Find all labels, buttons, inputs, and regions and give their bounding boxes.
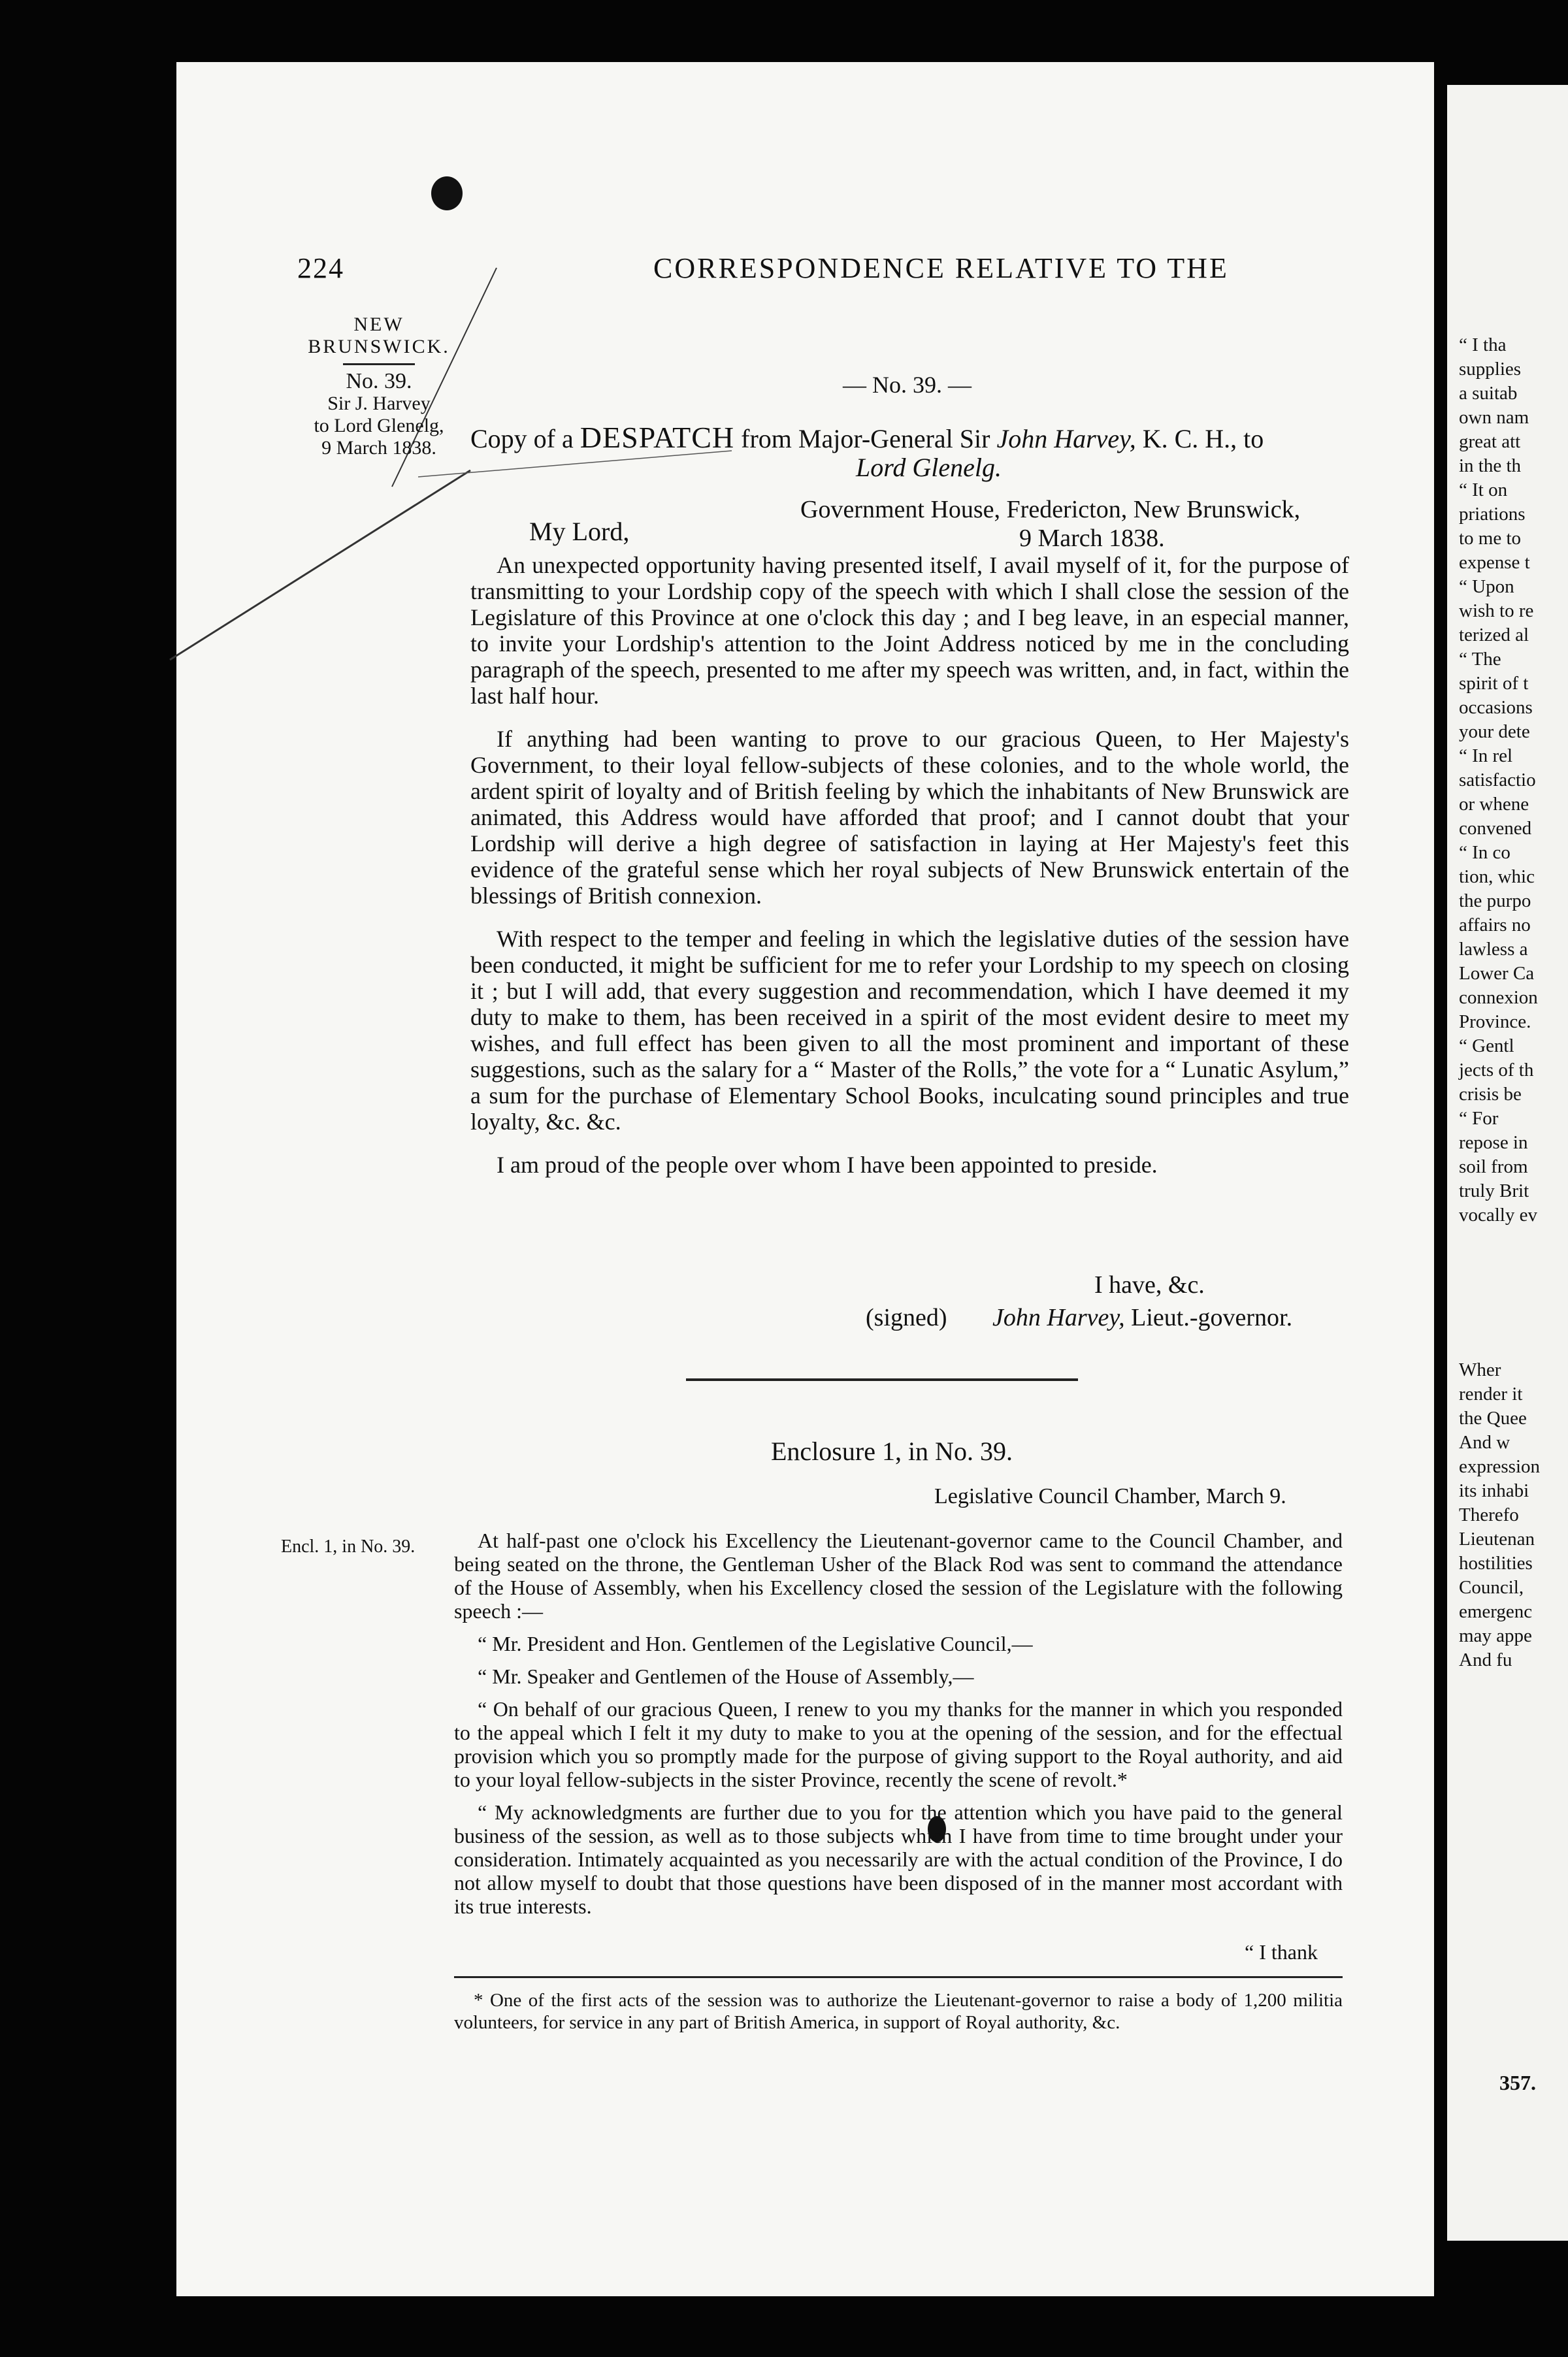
paragraph: “ Mr. President and Hon. Gentlemen of the Legislative Council,— bbox=[478, 1632, 1033, 1655]
adjacent-line: “ The bbox=[1459, 649, 1501, 670]
spacer bbox=[1459, 1345, 1568, 1358]
adjacent-line: terized al bbox=[1459, 625, 1529, 645]
adjacent-line: soil from bbox=[1459, 1156, 1528, 1177]
adjacent-line: priations bbox=[1459, 504, 1526, 525]
adjacent-line: tion, whic bbox=[1459, 866, 1535, 887]
adjacent-line: crisis be bbox=[1459, 1084, 1522, 1105]
enclosure-title: Enclosure 1, in No. 39. bbox=[771, 1437, 1013, 1466]
margin-number: No. 39. bbox=[346, 369, 412, 393]
adjacent-page-number: 357. bbox=[1499, 2071, 1536, 2094]
catchword: “ I thank bbox=[1245, 1940, 1318, 1964]
adjacent-line: affairs no bbox=[1459, 915, 1531, 935]
adjacent-line: “ In co bbox=[1459, 842, 1511, 863]
margin-province: NEW BRUNSWICK. bbox=[308, 314, 450, 357]
margin-note bbox=[287, 314, 470, 459]
enclosure-margin-note: Encl. 1, in No. 39. bbox=[281, 1536, 416, 1557]
enclosure-body bbox=[454, 1529, 1343, 1927]
adjacent-line: “ It on bbox=[1459, 480, 1508, 500]
ink-blot bbox=[431, 176, 463, 210]
adjacent-line: Lower Ca bbox=[1459, 963, 1535, 984]
spacer bbox=[1459, 1227, 1568, 1241]
despatch-number: — No. 39. — bbox=[843, 372, 972, 398]
despatch-heading bbox=[470, 423, 1365, 482]
paragraph: I am proud of the people over whom I have been appointed to preside. bbox=[497, 1152, 1158, 1178]
spacer bbox=[1459, 1306, 1568, 1319]
salutation: My Lord, bbox=[529, 517, 630, 546]
adjacent-line: “ For bbox=[1459, 1108, 1499, 1129]
signer-title: Lieut.-governor. bbox=[1131, 1304, 1293, 1331]
spacer bbox=[1459, 1319, 1568, 1332]
adjacent-line: And fu bbox=[1459, 1650, 1512, 1670]
spacer bbox=[1459, 1254, 1568, 1267]
adjacent-line: its inhabi bbox=[1459, 1480, 1529, 1501]
paragraph: An unexpected opportunity having presented itself, I avail myself of it, for the purpose of transmitting to your Lordship copy of the speech with which I shall close the session of the Legislature of this Province at one o'clock this day ; and I beg leave, in an especial manner, to invite your Lordship's attention to the Joint Address noticed by me in the concluding paragraph of the speech, presented to me after my speech was written, and, in fact, within the last half hour. bbox=[470, 552, 1349, 709]
adjacent-line: truly Brit bbox=[1459, 1180, 1529, 1201]
adjacent-line: And w bbox=[1459, 1432, 1511, 1453]
adjacent-line: expression bbox=[1459, 1456, 1541, 1477]
copy-rest: from Major-General Sir bbox=[741, 424, 990, 453]
margin-line: 9 March 1838. bbox=[321, 437, 436, 459]
despatch-body bbox=[470, 552, 1349, 1195]
adjacent-line: lawless a bbox=[1459, 939, 1528, 960]
despatch-date: 9 March 1838. bbox=[1019, 525, 1165, 552]
page-number: 224 bbox=[297, 252, 344, 284]
spacer bbox=[1459, 1267, 1568, 1280]
paragraph: At half-past one o'clock his Excellency the Lieutenant-governor came to the Council Chamber, and being seated on the throne, the Gentleman Usher of the Black Rod was sent to command the attendance of the House of Assembly, when his Excellency closed the session of the Legislature with the following speech :— bbox=[454, 1529, 1343, 1623]
adjacent-line: in the th bbox=[1459, 455, 1522, 476]
paragraph: If anything had been wanting to prove to our gracious Queen, to Her Majesty's Government, to their loyal fellow-subjects of these colonies, and to the whole world, the ardent spirit of loyalty and of British feeling by which the inhabitants of New Brunswick are animated, this Address would have afforded that proof; and I cannot doubt that your Lordship will derive a high degree of satisfaction in laying at Her Majesty's feet this evidence of the grateful sense which her royal subjects of New Brunswick entertain of the blessings of British connexion. bbox=[470, 726, 1349, 909]
adjacent-line: “ I tha bbox=[1459, 334, 1507, 355]
spacer bbox=[1459, 1280, 1568, 1293]
adjacent-line: Therefo bbox=[1459, 1504, 1519, 1525]
adjacent-line: or whene bbox=[1459, 794, 1529, 815]
adjacent-line: occasions bbox=[1459, 697, 1533, 718]
adjacent-line: repose in bbox=[1459, 1132, 1528, 1153]
author-title: K. C. H., to bbox=[1142, 424, 1264, 453]
adjacent-line: render it bbox=[1459, 1384, 1523, 1405]
adjacent-line: to me to bbox=[1459, 528, 1522, 549]
footnote-divider bbox=[454, 1976, 1343, 1978]
paragraph: “ My acknowledgments are further due to you for the attention which you have paid to the general business of the session, as well as to those subjects which I have from time to time brought under your consideration. Intimately acquainted as you necessarily are with the actual condition of the Province, I do not allow myself to doubt that those questions have been disposed of in the manner most accordant with its true interests. bbox=[454, 1800, 1343, 1918]
adjacent-line: jects of th bbox=[1459, 1060, 1534, 1081]
adjacent-line: Council, bbox=[1459, 1577, 1524, 1598]
signed-mark: (signed) bbox=[866, 1304, 947, 1331]
adjacent-page bbox=[1447, 85, 1568, 2241]
adjacent-line: vocally ev bbox=[1459, 1205, 1537, 1226]
adjacent-line: your dete bbox=[1459, 721, 1530, 742]
adjacent-page-lines bbox=[1459, 333, 1568, 1672]
author-name: John Harvey, bbox=[996, 424, 1136, 453]
adjacent-line: a suitab bbox=[1459, 383, 1518, 404]
footnote-text: * One of the first acts of the session was to authorize the Lieutenant-governor to raise a body of 1,200 militia volunteers, for service in any part of British America, in support of Royal authority, &c. bbox=[454, 1990, 1343, 2033]
adjacent-line: may appe bbox=[1459, 1625, 1532, 1646]
spacer bbox=[1459, 1332, 1568, 1345]
paragraph: With respect to the temper and feeling in which the legislative duties of the session have been conducted, it might be sufficient for me to refer your Lordship to my speech on closing it ; but I will add, that every suggestion and recommendation, which I have deemed it my duty to make to them, has been received in a spirit of the most evident desire to meet my wishes, and full effect has been given to all the most prominent and important of these suggestions, such as the salary for a “ Master of the Rolls,” the vote for a “ Lunatic Asylum,” a sum for the purchase of Elementary School Books, inculcating sound principles and true loyalty, &c. &c. bbox=[470, 926, 1349, 1135]
signature-line bbox=[866, 1303, 1292, 1332]
section-divider bbox=[686, 1378, 1078, 1381]
adjacent-line: Province. bbox=[1459, 1011, 1531, 1032]
running-header: CORRESPONDENCE RELATIVE TO THE bbox=[653, 252, 1229, 284]
paragraph: “ On behalf of our gracious Queen, I renew to you my thanks for the manner in which you responded to the appeal which I felt it my duty to make to you at the opening of the session, and for the effectual provision which you so promptly made for the purpose of giving support to the Royal authority, and aid to your loyal fellow-subjects in the sister Province, recently the scene of revolt.* bbox=[454, 1697, 1343, 1791]
closing: I have, &c. bbox=[1094, 1271, 1205, 1299]
signer-name: John Harvey, bbox=[992, 1304, 1125, 1331]
adjacent-line: Lieutenan bbox=[1459, 1529, 1535, 1550]
adjacent-line: Wher bbox=[1459, 1359, 1501, 1380]
adjacent-line: spirit of t bbox=[1459, 673, 1529, 694]
copy-prefix: Copy of a bbox=[470, 424, 574, 453]
adjacent-line: supplies bbox=[1459, 359, 1522, 380]
adjacent-line: the purpo bbox=[1459, 890, 1531, 911]
enclosure-place: Legislative Council Chamber, March 9. bbox=[934, 1484, 1286, 1508]
margin-divider bbox=[343, 363, 415, 365]
despatch-word: DESPATCH bbox=[580, 421, 735, 454]
adjacent-line: “ In rel bbox=[1459, 745, 1513, 766]
adjacent-line: connexion bbox=[1459, 987, 1538, 1008]
adjacent-line: great att bbox=[1459, 431, 1521, 452]
recipient: Lord Glenelg. bbox=[856, 453, 1002, 482]
adjacent-line: “ Upon bbox=[1459, 576, 1514, 597]
margin-line: to Lord Glenelg, bbox=[314, 415, 444, 436]
footnote bbox=[454, 1989, 1343, 2034]
adjacent-line: the Quee bbox=[1459, 1408, 1527, 1429]
paragraph: “ Mr. Speaker and Gentlemen of the House of Assembly,— bbox=[478, 1665, 974, 1688]
spacer bbox=[1459, 1241, 1568, 1254]
margin-line: Sir J. Harvey bbox=[327, 393, 431, 414]
adjacent-line: wish to re bbox=[1459, 600, 1534, 621]
adjacent-line: “ Gentl bbox=[1459, 1035, 1514, 1056]
adjacent-line: convened bbox=[1459, 818, 1532, 839]
adjacent-line: expense t bbox=[1459, 552, 1530, 573]
adjacent-line: satisfactio bbox=[1459, 770, 1536, 790]
adjacent-line: emergenc bbox=[1459, 1601, 1533, 1622]
adjacent-line: own nam bbox=[1459, 407, 1529, 428]
spacer bbox=[1459, 1293, 1568, 1306]
adjacent-line: hostilities bbox=[1459, 1553, 1533, 1574]
address-line: Government House, Fredericton, New Brunswick, bbox=[800, 496, 1301, 523]
